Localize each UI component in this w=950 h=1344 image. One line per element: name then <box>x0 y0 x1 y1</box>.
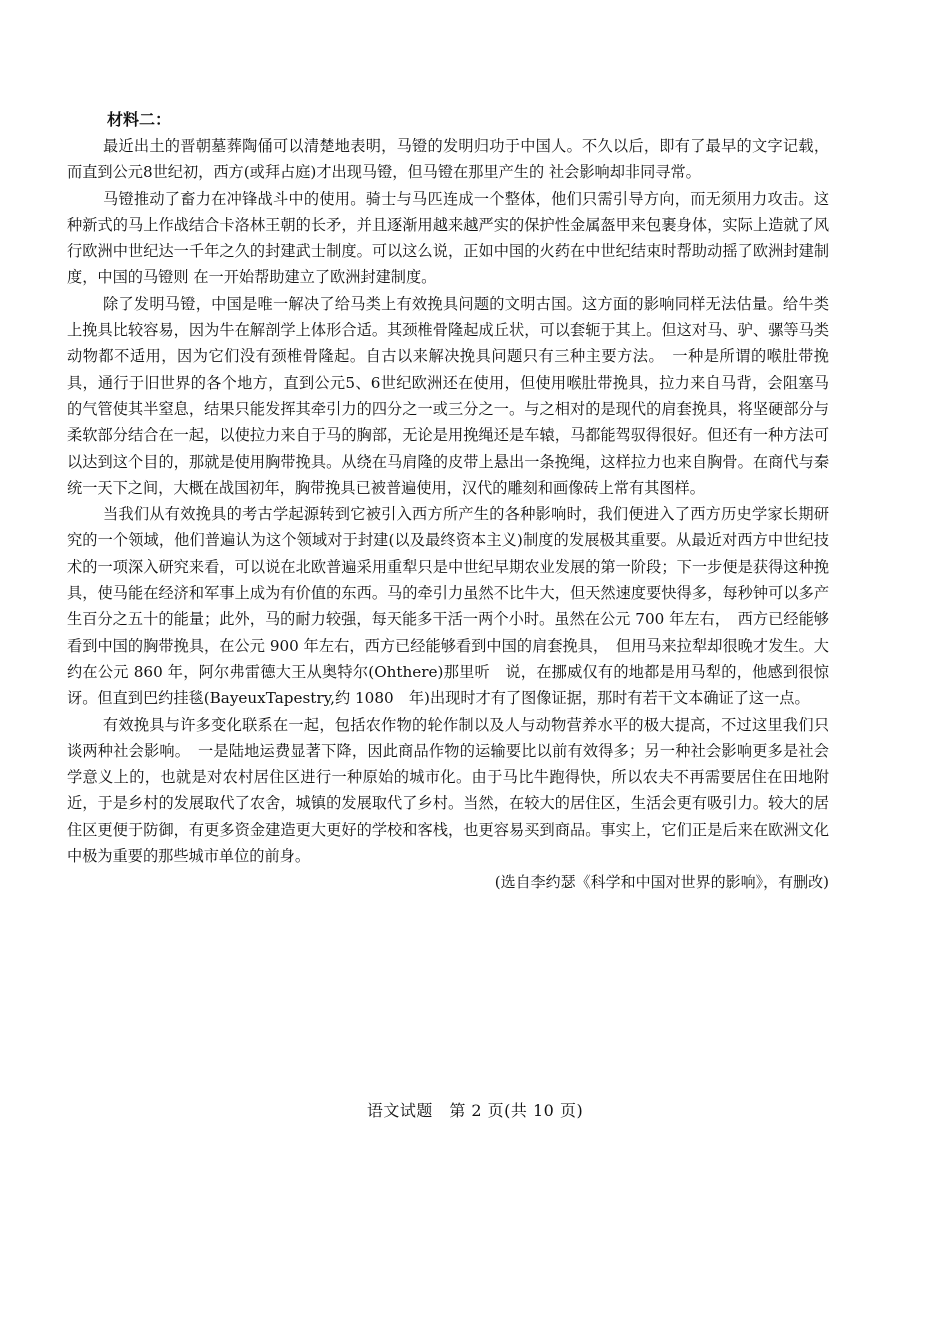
paragraph-5: 有效挽具与许多变化联系在一起，包括农作物的轮作制以及人与动物营养水平的极大提高，不过这里我们只谈两种社会影响。 一是陆地运费显著下降，因此商品作物的运输要比以前有效得多；另一种社会影响更多是社会学意义上的，也就是对农村居住区进行一种原始的城市化。由于马比牛跑得快，所以农夫不再需要居住在田地附近，于是乡村的发展取代了农舍，城镇的发展取代了乡村。当然，在较大的居住区，生活会更有吸引力。较大的居住区更便于防御，有更多资金建造更大更好的学校和客栈，也更容易买到商品。事实上，它们正是后来在欧洲文化中极为重要的那些城市单位的前身。 <box>67 715 829 866</box>
paragraph-2: 马镫推动了畜力在冲锋战斗中的使用。骑士与马匹连成一个整体，他们只需引导方向，而无须用力攻击。这种新式的马上作战结合卡洛林王朝的长矛，并且逐渐用越来越严实的保护性金属盔甲来包裹身体，实际上造就了风行欧洲中世纪达一千年之久的封建武士制度。可以这么说，正如中国的火药在中世纪结束时帮助动摇了欧洲封建制度，中国的马镫则 在一开始帮助建立了欧洲封建制度。 <box>67 189 829 287</box>
section-heading: 材料二： <box>107 110 172 129</box>
page-footer: 语文试题 第 2 页(共 10 页) <box>366 1101 584 1120</box>
paragraph-3: 除了发明马镫，中国是唯一解决了给马类上有效挽具问题的文明古国。这方面的影响同样无法估量。给牛类上挽具比较容易，因为牛在解剖学上体形合适。其颈椎骨隆起成丘状，可以套轭于其上。但这对马、驴、骡等马类动物都不适用，因为它们没有颈椎骨隆起。自古以来解决挽具问题只有三种主要方法。 一种是所谓的喉肚带挽具，通行于旧世界的各个地方，直到公元5、6世纪欧洲还在使用，但使用喉肚带挽具，拉力来自马背，会阻塞马的气管使其半窒息，结果只能发挥其牵引力的四分之一或三分之一。与之相对的是现代的肩套挽具，将坚硬部分与柔软部分结合在一起，以使拉力来自于马的胸部，无论是用挽绳还是车辕，马都能驾驭得很好。但还有一种方法可以达到这个目的，那就是使用胸带挽具。从绕在马肩隆的皮带上悬出一条挽绳，这样拉力也来自胸骨。在商代与秦统一天下之间，大概在战国初年，胸带挽具已被普遍使用，汉代的雕刻和画像砖上常有其图样。 <box>67 294 829 497</box>
document-body <box>67 106 829 896</box>
paragraph-1: 最近出土的晋朝墓葬陶俑可以清楚地表明，马镫的发明归功于中国人。不久以后，即有了最早的文字记载，而直到公元8世纪初，西方(或拜占庭)才出现马镫，但马镫在那里产生的 社会影响却非同寻常。 <box>67 137 829 182</box>
paragraph-4: 当我们从有效挽具的考古学起源转到它被引入西方所产生的各种影响时，我们便进入了西方历史学家长期研究的一个领域，他们普遍认为这个领域对于封建(以及最终资本主义)制度的发展极其重要。从最近对西方中世纪技术的一项深入研究来看，可以说在北欧普遍采用重犁只是中世纪早期农业发展的第一阶段；下一步便是获得这种挽具，使马能在经济和军事上成为有价值的东西。马的牵引力虽然不比牛大，但天然速度要快得多，每秒钟可以多产生百分之五十的能量；此外，马的耐力较强，每天能多干活一两个小时。虽然在公元 700 年左右， 西方已经能够看到中国的胸带挽具，在公元 900 年左右，西方已经能够看到中国的肩套挽具， 但用马来拉犁却很晚才发生。大约在公元 860 年，阿尔弗雷德大王从奥特尔(Ohthere)那里听 说，在挪威仅有的地都是用马犁的，他感到很惊讶。但直到巴约挂毯(BayeuxTapestry,约 1080 年)出现时才有了图像证据，那时有若干文本确证了这一点。 <box>67 505 829 708</box>
source-citation: (选自李约瑟《科学和中国对世界的影响》，有删改) <box>494 873 829 892</box>
